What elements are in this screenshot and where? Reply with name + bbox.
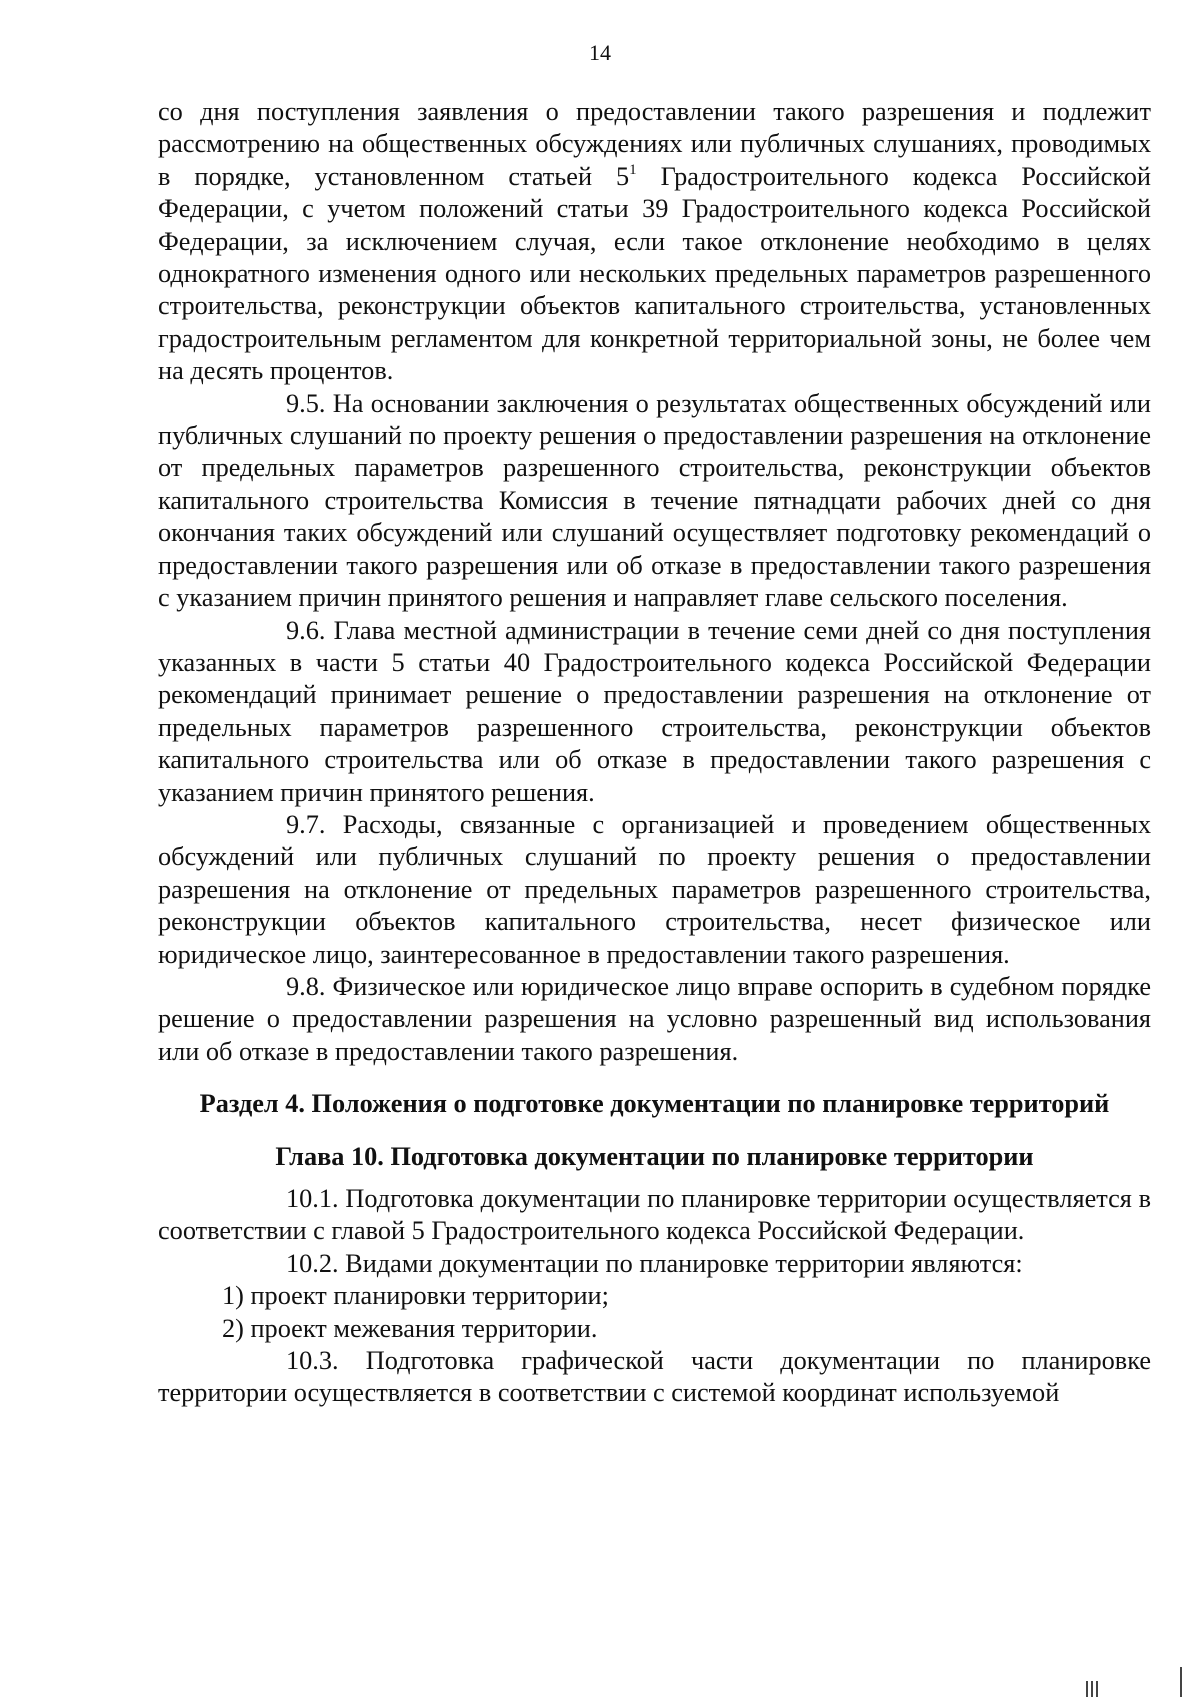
continuation-text-a: со дня поступления заявления о предоставлении такого разрешения и подлежит рассмотрению на общественных обсуждениях или публичных слушаниях, проводимых в порядке, установленном статьей 5: [158, 97, 1151, 191]
paragraph-10-3: [158, 1345, 1151, 1410]
paragraph-9-6: [158, 615, 1151, 809]
scan-artifact-bar: [1091, 1681, 1093, 1697]
scan-artifact-bar: [1096, 1681, 1098, 1697]
paragraph-9-5: [158, 388, 1151, 615]
chapter-heading: Глава 10. Подготовка документации по планировке территории: [275, 1141, 1034, 1171]
page-number: 14: [589, 40, 611, 65]
paragraph-number: 10.3.: [286, 1346, 339, 1376]
paragraph-number: 9.6.: [286, 615, 326, 645]
paragraph-text: Видами документации по планировке территории являются:: [345, 1248, 1023, 1278]
paragraph-text: Подготовка графической части документации по планировке территории осуществляется в соответствии с системой координат используемой: [158, 1346, 1151, 1408]
paragraph-number: 10.1.: [286, 1184, 339, 1213]
section-heading: Раздел 4. Положения о подготовке документации по планировке территорий: [199, 1089, 1110, 1119]
scan-artifact-bar: [1086, 1681, 1088, 1697]
paragraph-text: На основании заключения о результатах общественных обсуждений или публичных слушаний по проекту решения о предоставлении разрешения на отклонение от предельных параметров разрешенного строительства, реконструкции объектов капитального строительства Комиссия в течение пятнадцати рабочих дней со дня окончания таких обсуждений или слушаний осуществляет подготовку рекомендаций о предоставлении такого разрешения или об отказе в предоставлении такого разрешения с указанием причин принятого решения и направляет главе сельского поселения.: [158, 388, 1152, 613]
paragraph-text: Подготовка документации по планировке территории осуществляется в соответствии с главой 5 Градостроительного кодекса Российской Федерации.: [158, 1184, 1152, 1246]
paragraph-number: 9.7.: [286, 809, 326, 839]
scan-artifact-bar: [1180, 1667, 1182, 1697]
paragraph-9-7: [158, 809, 1151, 971]
list-item: 1) проект планировки территории;: [222, 1281, 609, 1311]
paragraph-number: 9.8.: [286, 971, 326, 1001]
superscript-article-index: 1: [629, 161, 637, 178]
paragraph-10-1: [158, 1183, 1151, 1248]
continuation-paragraph: [158, 96, 1151, 388]
paragraph-text: Расходы, связанные с организацией и проведением общественных обсуждений или публичных слушаний по проекту решения о предоставлении разрешения на отклонение от предельных параметров разрешенного строительства, реконструкции объектов капитального строительства, несет физическое или юридическое лицо, заинтересованное в предоставлении такого разрешения.: [158, 809, 1151, 969]
list-item: 2) проект межевания территории.: [222, 1313, 598, 1343]
paragraph-9-8: [158, 971, 1151, 1068]
paragraph-number: 10.2.: [286, 1248, 339, 1278]
paragraph-10-2: [158, 1248, 1151, 1280]
document-body: [158, 96, 1151, 1410]
paragraph-text: Физическое или юридическое лицо вправе оспорить в судебном порядке решение о предоставлении разрешения на условно разрешенный вид использования или об отказе в предоставлении такого разрешения.: [158, 971, 1151, 1066]
paragraph-text: Глава местной администрации в течение семи дней со дня поступления указанных в части 5 статьи 40 Градостроительного кодекса Российской Федерации рекомендаций принимает решение о предоставлении разрешения на отклонение от предельных параметров разрешенного строительства, реконструкции объектов капитального строительства или об отказе в предоставлении такого разрешения с указанием причин принятого решения.: [158, 615, 1151, 807]
continuation-text-b: Градостроительного кодекса Российской Федерации, с учетом положений статьи 39 Градостроительного кодекса Российской Федерации, за исключением случая, если такое отклонение необходимо в целях однократного изменения одного или нескольких предельных параметров разрешенного строительства, реконструкции объектов капитального строительства, установленных градостроительным регламентом для конкретной территориальной зоны, не более чем на десять процентов.: [158, 161, 1151, 386]
paragraph-number: 9.5.: [286, 388, 326, 418]
